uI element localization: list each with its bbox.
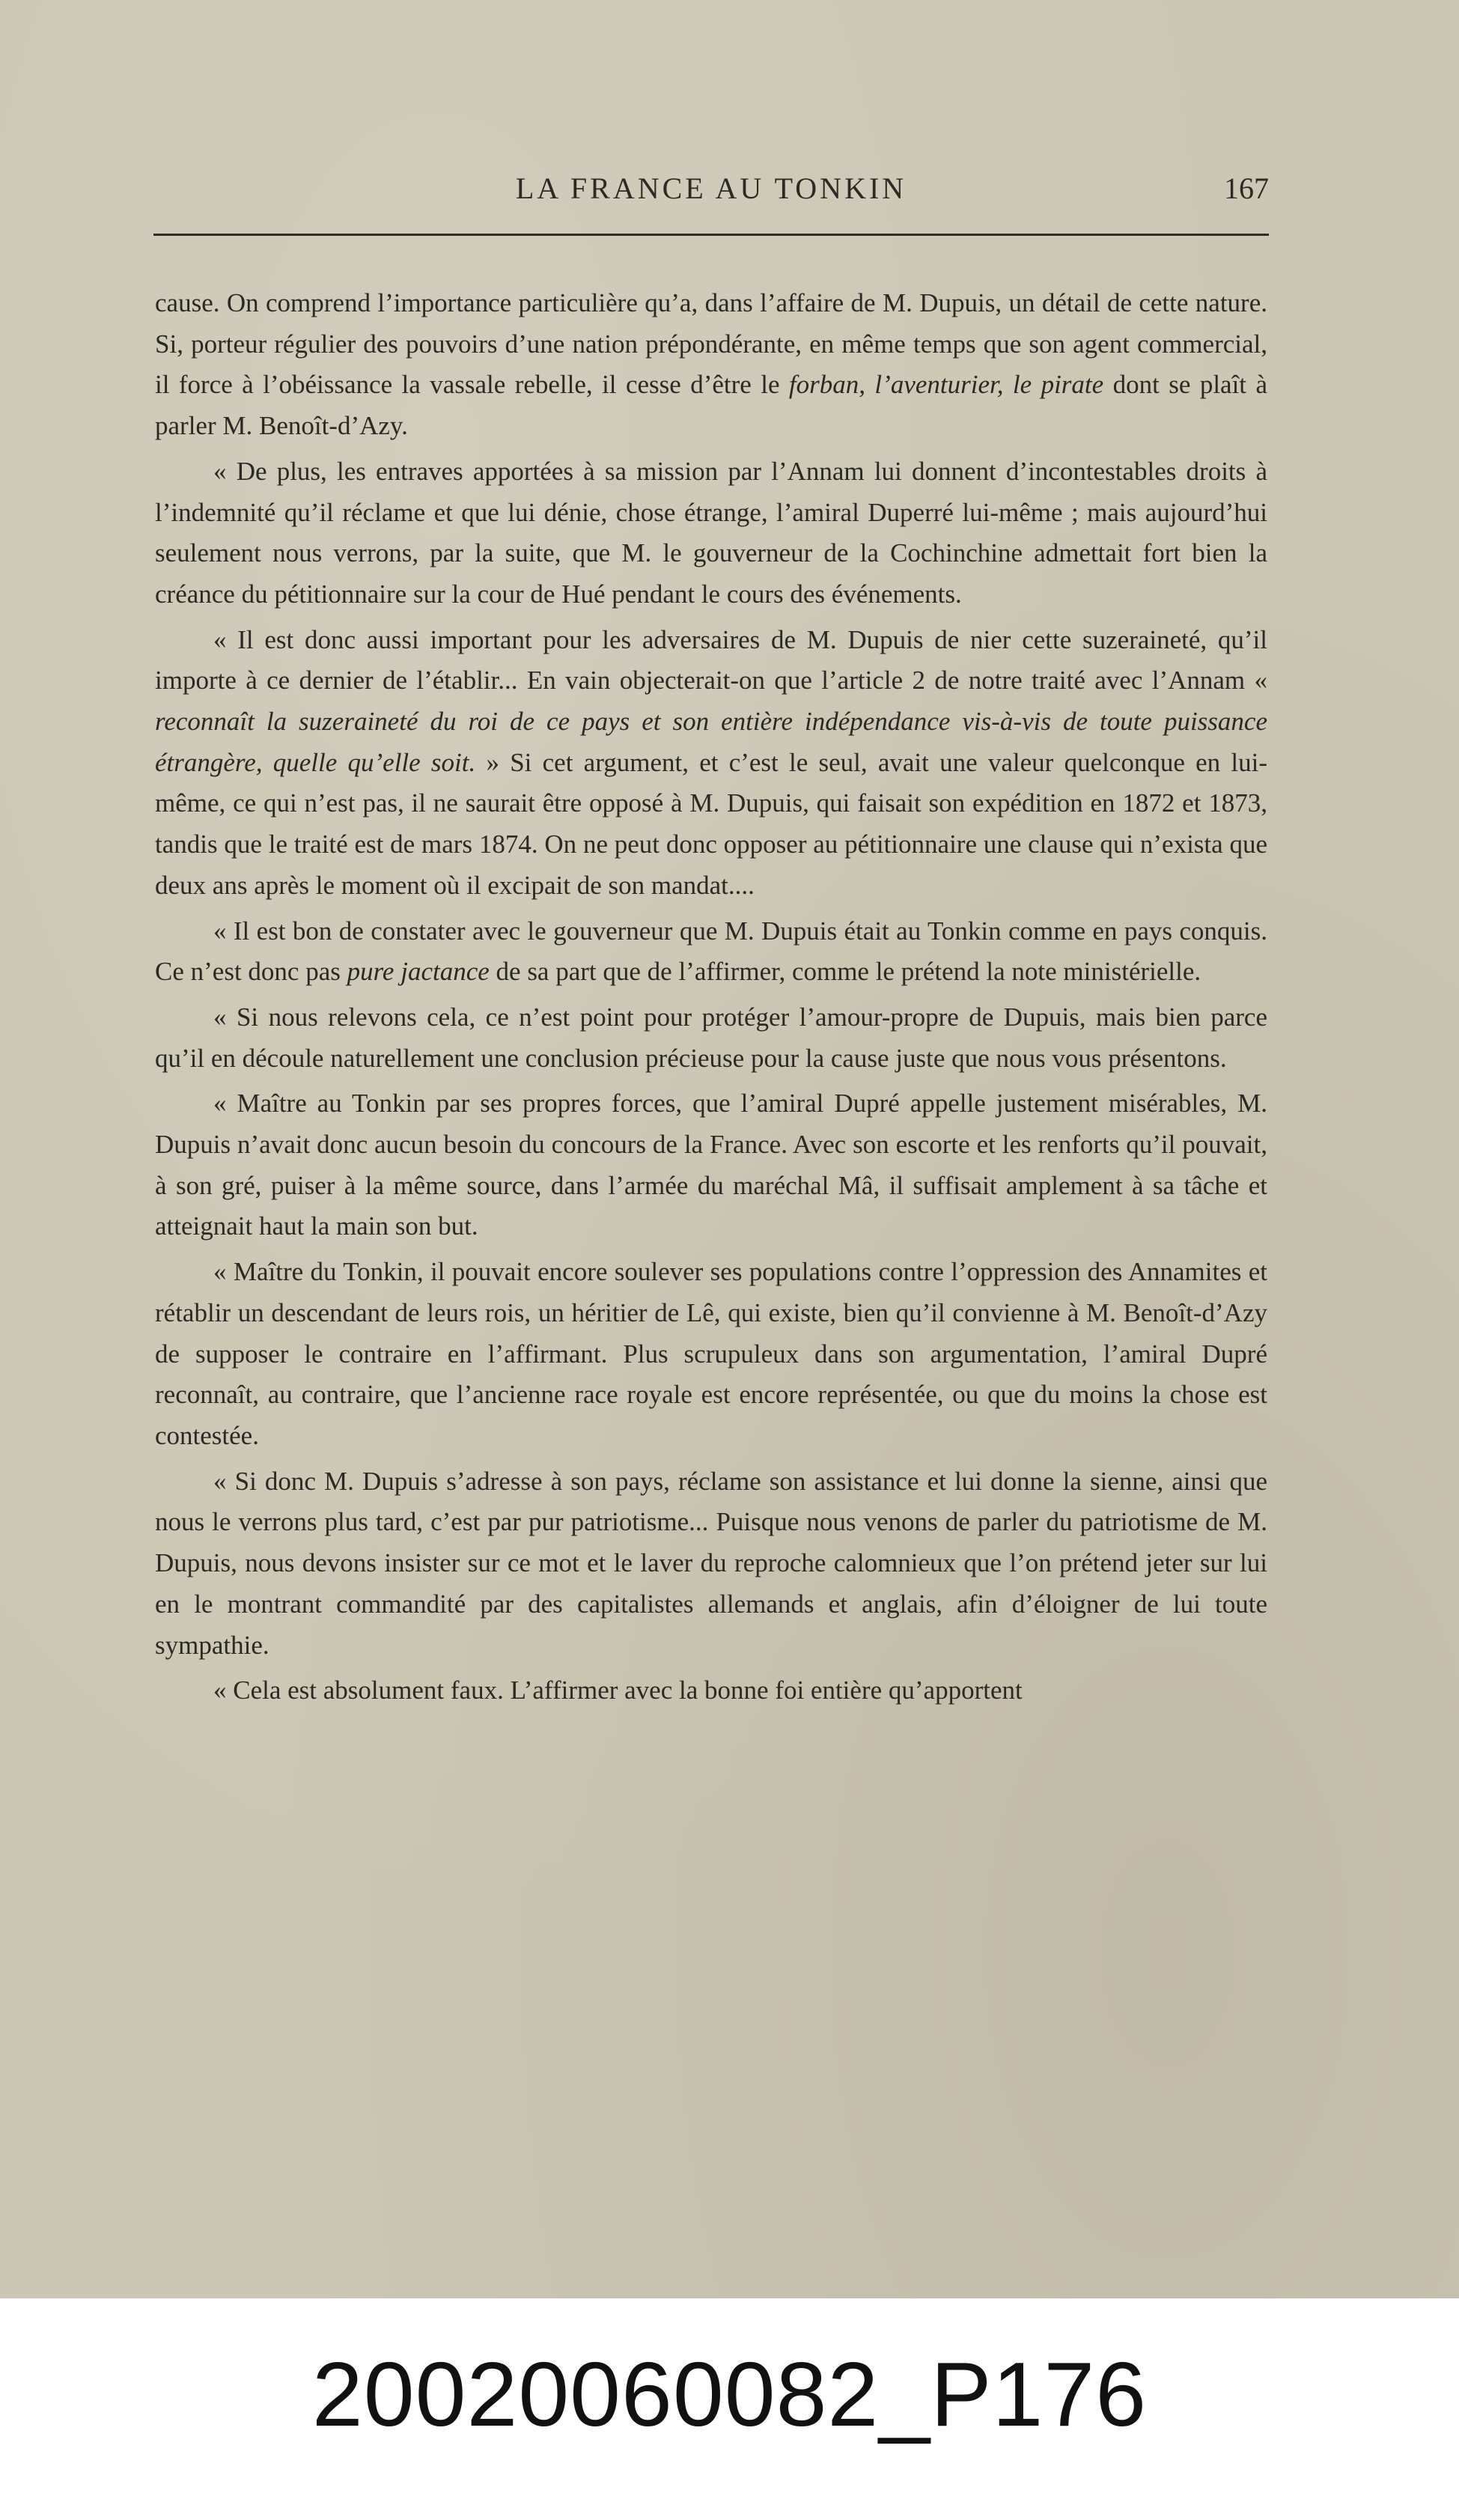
text-run: « Maître du Tonkin, il pouvait encore soulever ses populations contre l’oppression des Annamites et rétablir un descendant de leurs rois, un héritier de Lê, qui existe, bien qu’il convienne à M. Benoît-d’Azy de supposer le contraire en l’affirmant. Plus scrupuleux dans son argumentation, l’amiral Dupré reconnaît, au contraire, que l’ancienne race royale est encore représentée, ou que du moins la chose est contestée.: [155, 1257, 1267, 1450]
running-head: [153, 171, 1269, 216]
paragraph: [155, 283, 1267, 447]
text-run: « De plus, les entraves apportées à sa mission par l’Annam lui donnent d’incontestables droits à l’indemnité qu’il réclame et que lui dénie, chose étrange, l’amiral Duperré lui-même ; mais aujourd’hui seulement nous verrons, par la suite, que M. le gouverneur de la Cochinchine admettait fort bien la créance du pétitionnaire sur la cour de Hué pendant le cours des événements.: [155, 456, 1267, 609]
paragraph: [155, 997, 1267, 1079]
text-run: « Maître au Tonkin par ses propres forces, que l’amiral Dupré appelle justement misérables, M. Dupuis n’avait donc aucun besoin du concours de la France. Avec son escorte et les renforts qu’il pouvait, à son gré, puiser à la même source, dans l’armée du maréchal Mâ, il suffisait amplement à sa tâche et atteignait haut la main son but.: [155, 1089, 1267, 1241]
paragraph: [155, 1461, 1267, 1667]
text-run: dont se plaît à parler M. Benoît-d’Azy.: [155, 370, 1267, 441]
running-title: LA FRANCE AU TONKIN: [515, 171, 907, 205]
italic-text: pure jactance: [347, 957, 490, 987]
text-run: « Il est bon de constater avec le gouverneur que M. Dupuis était au Tonkin comme en pays conquis. Ce n’est donc pas: [155, 916, 1267, 987]
header-rule: [153, 234, 1269, 236]
paragraph: [155, 1083, 1267, 1247]
text-run: « Il est donc aussi important pour les adversaires de M. Dupuis de nier cette suzeraineté, qu’il importe à ce dernier de l’établir... En vain objecterait-on que l’article 2 de notre traité avec l’Annam «: [155, 624, 1267, 696]
text-run: « Si nous relevons cela, ce n’est point pour protéger l’amour-propre de Dupuis, mais bien parce qu’il en découle naturellement une conclusion précieuse pour la cause juste que nous vous présentons.: [155, 1002, 1267, 1073]
paragraph: [155, 911, 1267, 993]
text-run: cause. On comprend l’importance particulière qu’a, dans l’affaire de M. Dupuis, un détail de cette nature. Si, porteur régulier des pouvoirs d’une nation prépondérante, en même temps que son agent commercial, il force à l’obéissance la vassale rebelle, il cesse d’être le: [155, 288, 1267, 400]
italic-text: forban, l’aventurier, le pirate: [788, 370, 1104, 400]
paragraph: [155, 620, 1267, 907]
page-number: 167: [1224, 171, 1269, 205]
text-run: de sa part que de l’affirmer, comme le prétend la note ministérielle.: [489, 957, 1201, 987]
italic-text: reconnaît la suzeraineté du roi de ce pays et son entière indépendance vis-à-vis de toute puissance étrangère, quelle qu’elle soit.: [155, 707, 1267, 777]
paragraph: [155, 1670, 1267, 1711]
paragraph: [155, 451, 1267, 615]
image-id-caption: 20020060082_P176: [311, 2343, 1148, 2445]
text-run: « Si donc M. Dupuis s’adresse à son pays, réclame son assistance et lui donne la sienne, ainsi que nous le verrons plus tard, c’est par pur patriotisme... Puisque nous venons de parler du patriotisme de M. Dupuis, nous devons insister sur ce mot et le laver du reproche calomnieux que l’on prétend jeter sur lui en le montrant commandité par des capitalistes allemands et anglais, afin d’éloigner de lui toute sympathie.: [155, 1466, 1267, 1660]
body-text: [155, 283, 1267, 1716]
text-run: « Cela est absolument faux. L’affirmer avec la bonne foi entière qu’apportent: [213, 1676, 1023, 1705]
paragraph: [155, 1252, 1267, 1457]
text-run: » Si cet argument, et c’est le seul, avait une valeur quelconque en lui-même, ce qui n’est pas, il ne saurait être opposé à M. Dupuis, qui faisait son expédition en 1872 et 1873, tandis que le traité est de mars 1874. On ne peut donc opposer au pétitionnaire une clause qui n’exista que deux ans après le moment où il excipait de son mandat....: [155, 747, 1268, 900]
